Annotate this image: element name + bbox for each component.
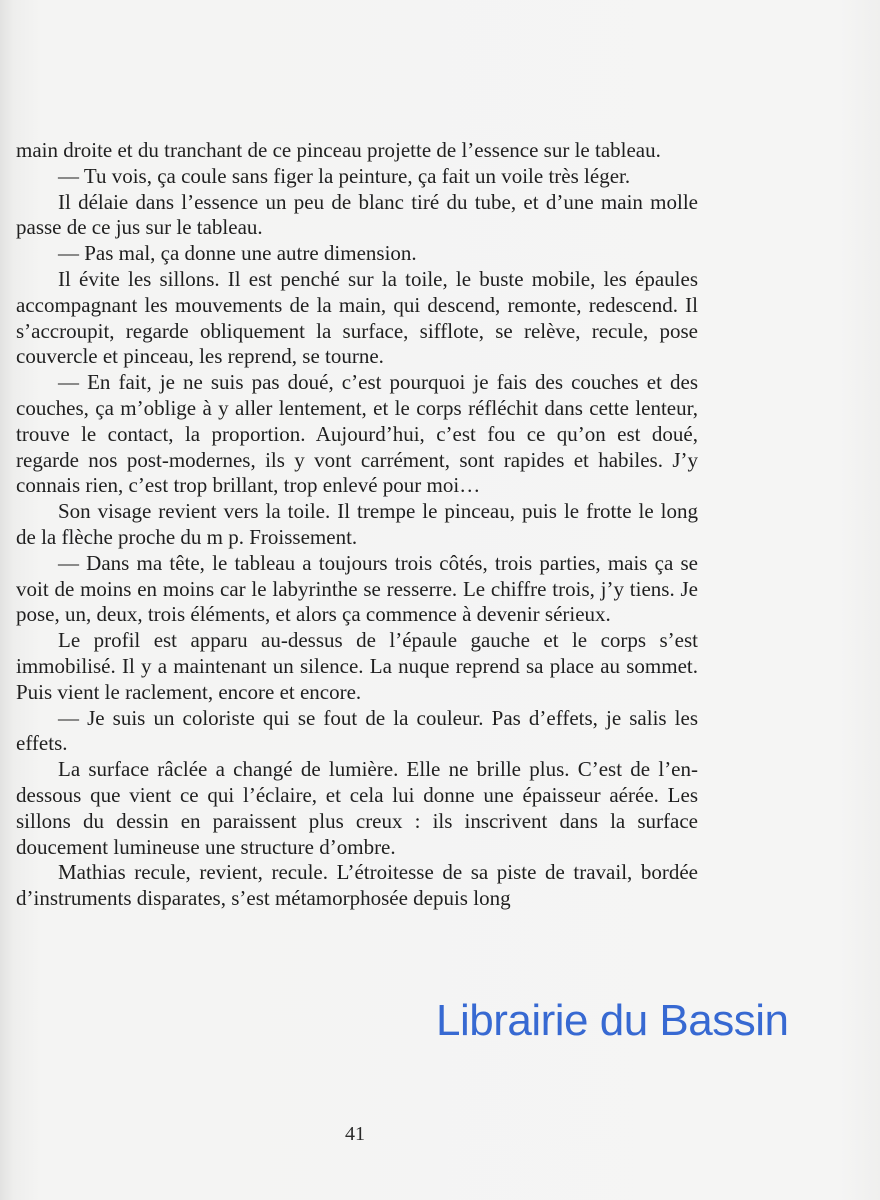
paragraph: Son visage revient vers la toile. Il trempe le pinceau, puis le frotte le long de la flèche proche du m p. Froissement.: [16, 499, 698, 549]
paragraph: Mathias recule, revient, recule. L’étroitesse de sa piste de travail, bordée d’instruments disparates, s’est métamorphosée depuis long: [16, 860, 698, 911]
paragraph: main droite et du tranchant de ce pinceau projette de l’essence sur le tableau.: [16, 138, 661, 162]
paragraph: — Je suis un coloriste qui se fout de la couleur. Pas d’effets, je salis les effets.: [16, 705, 698, 756]
paragraph: La surface râclée a changé de lumière. Elle ne brille plus. C’est de l’en-dessous que vient ce qui l’éclaire, et cela lui donne une épaisseur aérée. Les sillons du dessin en paraissent plus creux : ils inscrivent dans la surface doucement lumineuse une structure d’ombre.: [16, 757, 698, 859]
paragraph: Le profil est apparu au-dessus de l’épaule gauche et le corps s’est immobilisé. Il y a maintenant un silence. La nuque reprend sa place au sommet. Puis vient le raclement, encore et encore.: [16, 628, 698, 704]
paragraph: — Dans ma tête, le tableau a toujours trois côtés, trois parties, mais ça se voit de moins en moins car le labyrinthe se resserre. Le chiffre trois, j’y tiens. Je pose, un, deux, trois éléments, et alors ça commence à devenir sérieux.: [16, 550, 698, 627]
paragraph: — Tu vois, ça coule sans figer la peinture, ça fait un voile très léger.: [58, 163, 631, 188]
body-text: [16, 138, 698, 912]
paragraph: Il délaie dans l’essence un peu de blanc tiré du tube, et d’une main molle passe de ce jus sur le tableau.: [16, 189, 698, 240]
paragraph: — Pas mal, ça donne une autre dimension.: [58, 241, 417, 266]
page-number: 41: [345, 1123, 365, 1145]
watermark: Librairie du Bassin: [436, 996, 789, 1045]
paragraph: Il évite les sillons. Il est penché sur la toile, le buste mobile, les épaules accompagnant les mouvements de la main, qui descend, remonte, redescend. Il s’accroupit, regarde obliquement la surface, sifflote, se relève, recule, pose couvercle et pinceau, les reprend, se tourne.: [16, 266, 698, 369]
paragraph: — En fait, je ne suis pas doué, c’est pourquoi je fais des couches et des couches, ça m’oblige à y aller lentement, et le corps réfléchit dans cette lenteur, trouve le contact, la proportion. Aujourd’hui, c’est fou ce qu’on est doué, regarde nos post-modernes, ils y vont carrément, sont rapides et habiles. J’y connais rien, c’est trop brillant, trop enlevé pour moi…: [16, 370, 698, 498]
